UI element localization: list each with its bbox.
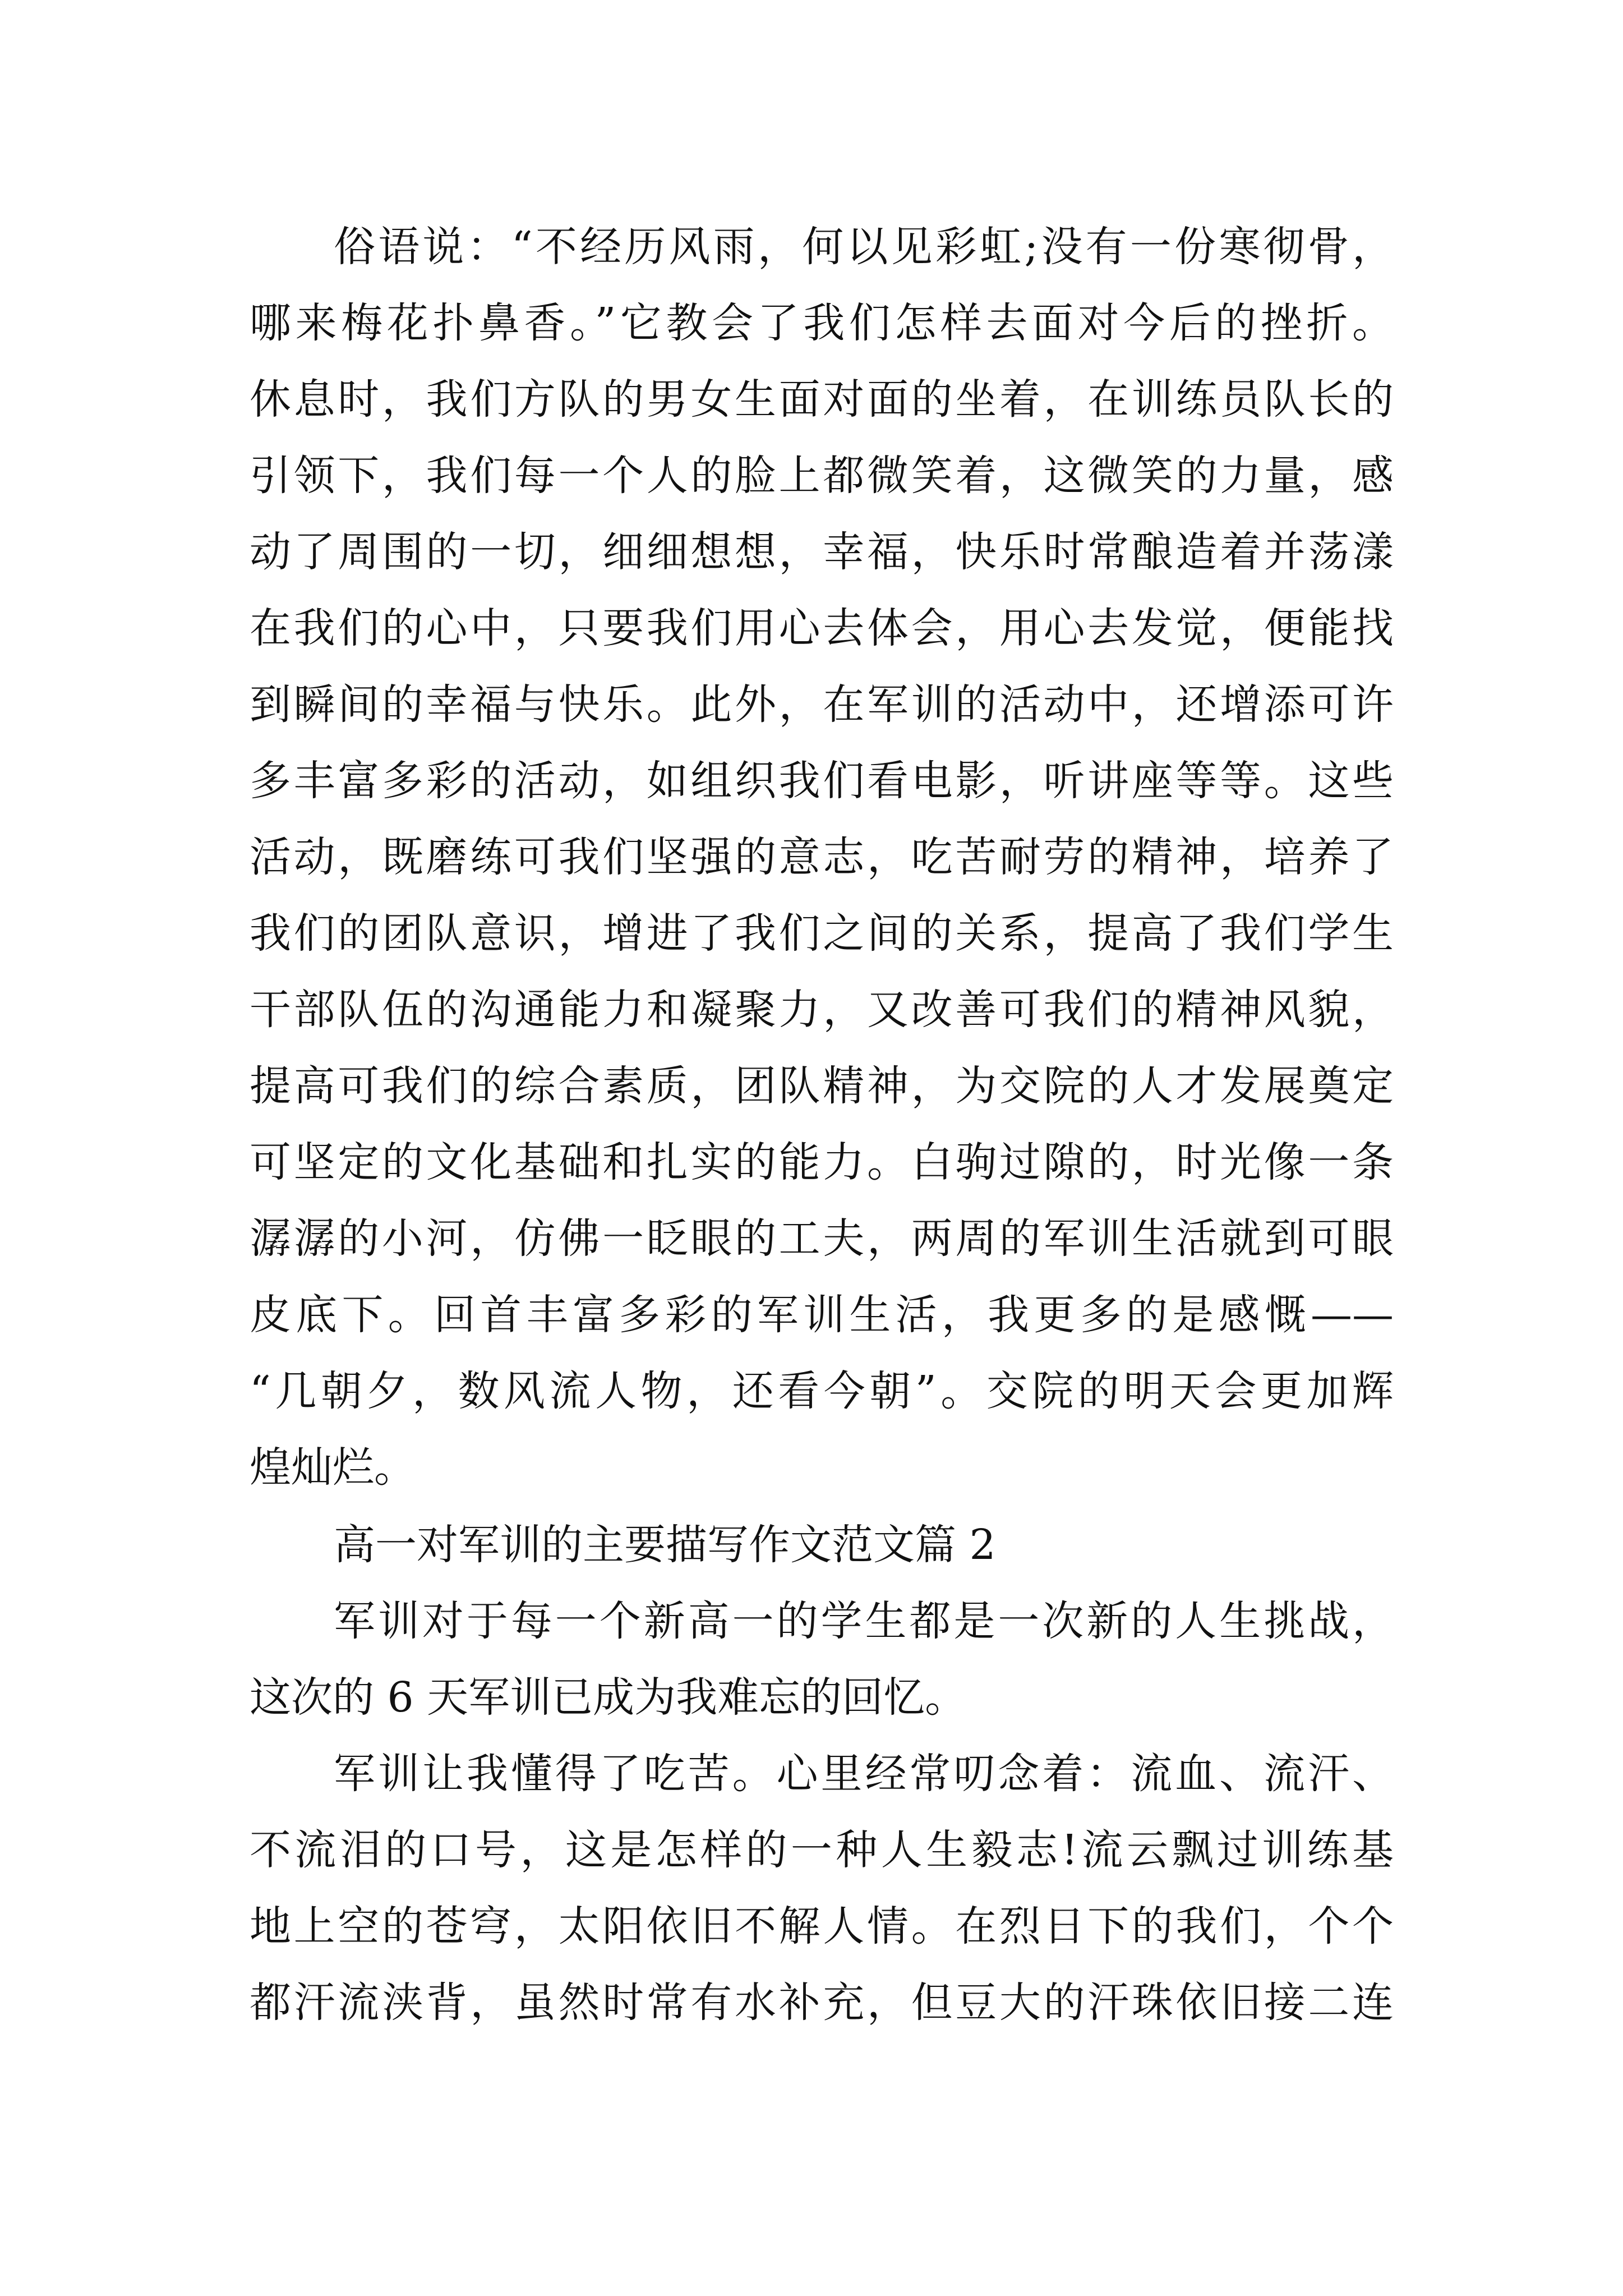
- text-line: 不流泪的口号，这是怎样的一种人生毅志!流云飘过训练基: [250, 1826, 1394, 1874]
- text-line: 到瞬间的幸福与快乐。此外，在军训的活动中，还增添可许: [250, 680, 1394, 729]
- text-line: 可坚定的文化基础和扎实的能力。白驹过隙的，时光像一条: [250, 1138, 1394, 1186]
- text-line: 多丰富多彩的活动，如组织我们看电影，听讲座等等。这些: [250, 757, 1394, 805]
- text-line: 动了周围的一切，细细想想，幸福，快乐时常酿造着并荡漾: [250, 528, 1394, 576]
- paragraph-1: [250, 209, 1394, 1506]
- text-line: 军训让我懂得了吃苦。心里经常叨念着：流血、流汗、: [334, 1750, 1394, 1798]
- text-line: 军训对于每一个新高一的学生都是一次新的人生挑战，: [334, 1597, 1394, 1645]
- text-line: 在我们的心中，只要我们用心去体会，用心去发觉，便能找: [250, 604, 1394, 652]
- paragraph-3: [250, 1583, 1394, 1736]
- text-line: 这次的 6 天军训已成为我难忘的回忆。: [250, 1673, 967, 1722]
- text-line: 活动，既磨练可我们坚强的意志，吃苦耐劳的精神，培养了: [250, 833, 1394, 881]
- text-line: “几朝夕，数风流人物，还看今朝”。交院的明天会更加辉: [250, 1367, 1394, 1415]
- text-line: 我们的团队意识，增进了我们之间的关系，提高了我们学生: [250, 909, 1394, 958]
- text-line: 俗语说：“不经历风雨，何以见彩虹;没有一份寒彻骨，: [334, 223, 1394, 271]
- text-line: 潺潺的小河，仿佛一眨眼的工夫，两周的军训生活就到可眼: [250, 1214, 1394, 1263]
- text-line: 休息时，我们方队的男女生面对面的坐着，在训练员队长的: [250, 375, 1394, 424]
- text-line: 干部队伍的沟通能力和凝聚力，又改善可我们的精神风貌，: [250, 986, 1394, 1034]
- text-line: 地上空的苍穹，太阳依旧不解人情。在烈日下的我们，个个: [250, 1902, 1394, 1950]
- text-line: 提高可我们的综合素质，团队精神，为交院的人才发展奠定: [250, 1062, 1394, 1110]
- text-line: 皮底下。回首丰富多彩的军训生活，我更多的是感慨——: [250, 1291, 1394, 1339]
- text-line: 煌灿烂。: [250, 1443, 416, 1492]
- section-heading: [250, 1507, 1394, 1583]
- text-line: 哪来梅花扑鼻香。”它教会了我们怎样去面对今后的挫折。: [250, 299, 1394, 347]
- text-line: 都汗流浃背，虽然时常有水补充，但豆大的汗珠依旧接二连: [250, 1978, 1394, 2027]
- heading-line: 高一对军训的主要描写作文范文篇 2: [334, 1521, 996, 1569]
- paragraph-4: [250, 1736, 1394, 2041]
- text-line: 引领下，我们每一个人的脸上都微笑着，这微笑的力量，感: [250, 452, 1394, 500]
